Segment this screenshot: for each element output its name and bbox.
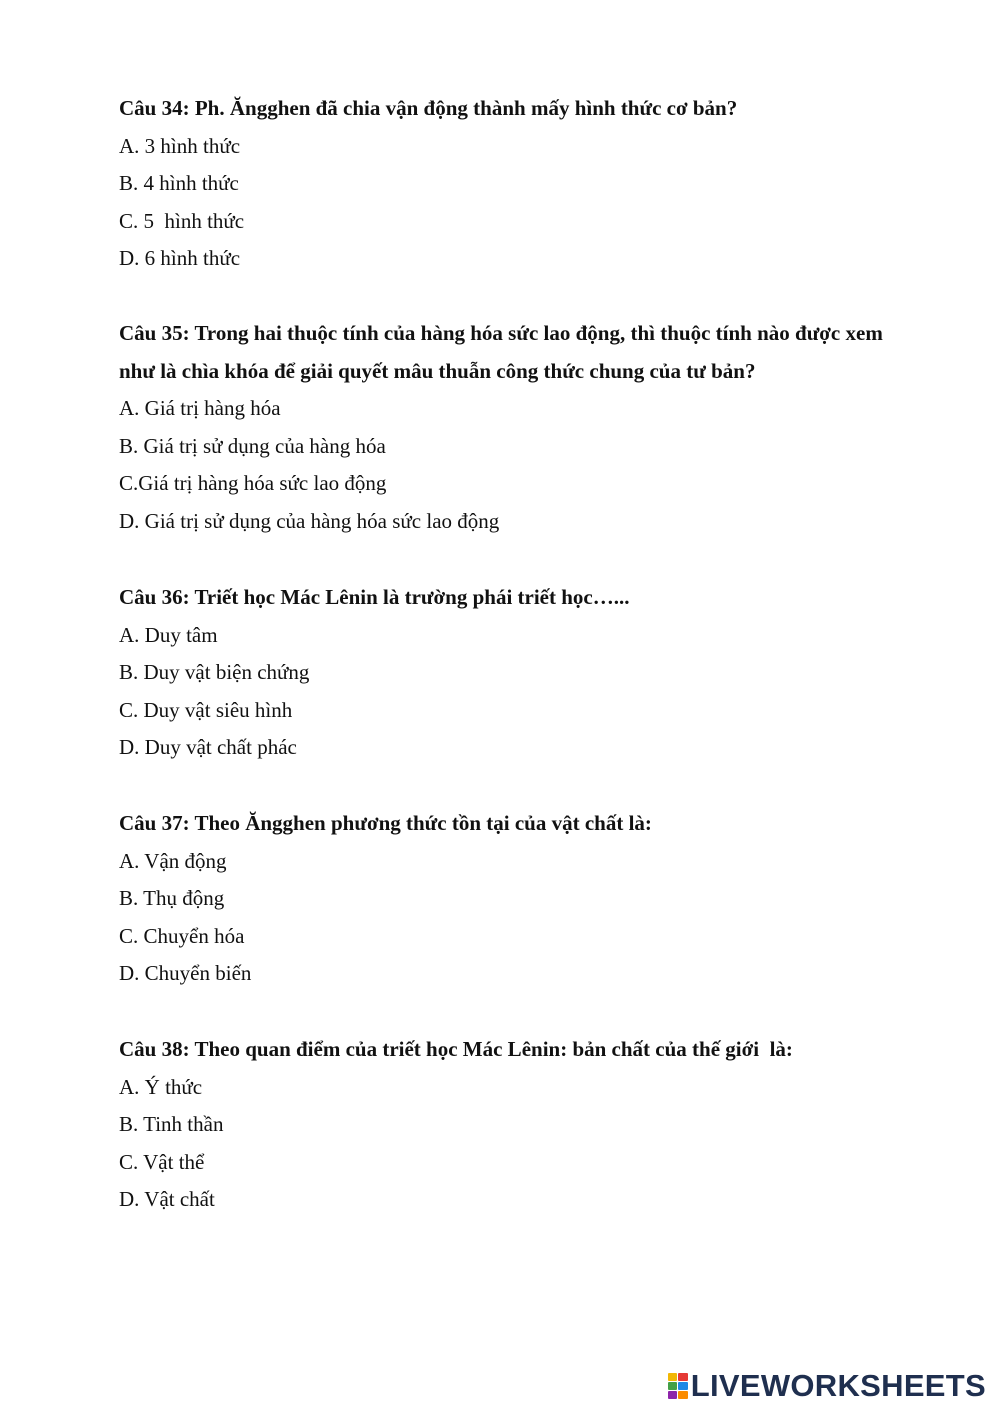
answer-option-c[interactable]: C. Vật thể — [119, 1149, 205, 1174]
logo-square — [678, 1382, 688, 1390]
answer-option-b[interactable]: B. Thụ động — [119, 886, 225, 910]
answer-option-b[interactable]: B. Giá trị sử dụng của hàng hóa — [119, 433, 386, 458]
question-34 — [119, 90, 919, 278]
question-38 — [119, 1031, 919, 1219]
logo-text: LIVEWORKSHEETS — [690, 1368, 986, 1403]
question-35 — [119, 315, 919, 540]
answer-option-a[interactable]: A. Giá trị hàng hóa — [119, 396, 281, 420]
answer-option-c[interactable]: C. Chuyển hóa — [119, 923, 245, 948]
question-title: Câu 38: Theo quan điểm của triết học Mác Lênin: bản chất của thế giới là: — [119, 1037, 793, 1061]
answer-option-a[interactable]: A. Vận động — [119, 848, 227, 873]
question-37 — [119, 805, 919, 993]
answer-option-a[interactable]: A. 3 hình thức — [119, 133, 241, 158]
answer-option-c[interactable]: C. 5 hình thức — [119, 208, 245, 233]
question-36 — [119, 579, 919, 767]
answer-option-d[interactable]: D. Giá trị sử dụng của hàng hóa sức lao động — [119, 508, 500, 533]
answer-option-b[interactable]: B. 4 hình thức — [119, 171, 239, 195]
question-title: Câu 36: Triết học Mác Lênin là trường phái triết học…... — [119, 585, 630, 609]
answer-option-d[interactable]: D. Duy vật chất phác — [119, 735, 297, 759]
answer-option-d[interactable]: D. 6 hình thức — [119, 246, 241, 270]
logo-square — [668, 1391, 678, 1399]
liveworksheets-logo-icon — [668, 1373, 688, 1399]
liveworksheets-logo[interactable] — [668, 1368, 986, 1404]
question-title: Câu 37: Theo Ăngghen phương thức tồn tại của vật chất là: — [119, 811, 652, 835]
answer-option-d[interactable]: D. Vật chất — [119, 1187, 215, 1211]
logo-square — [678, 1373, 688, 1381]
answer-option-a[interactable]: A. Duy tâm — [119, 622, 218, 647]
question-title: Câu 34: Ph. Ăngghen đã chia vận động thành mấy hình thức cơ bản? — [119, 96, 738, 120]
logo-square — [668, 1382, 678, 1390]
logo-square — [668, 1373, 678, 1381]
answer-option-d[interactable]: D. Chuyển biến — [119, 961, 252, 985]
answer-option-a[interactable]: A. Ý thức — [119, 1074, 203, 1099]
answer-option-c[interactable]: C.Giá trị hàng hóa sức lao động — [119, 471, 387, 495]
logo-square — [678, 1391, 688, 1399]
answer-option-c[interactable]: C. Duy vật siêu hình — [119, 697, 293, 722]
answer-option-b[interactable]: B. Duy vật biện chứng — [119, 660, 310, 684]
answer-option-b[interactable]: B. Tinh thần — [119, 1112, 224, 1136]
question-title: Câu 35: Trong hai thuộc tính của hàng hóa sức lao động, thì thuộc tính nào được xem như là chìa khóa để giải quyết mâu thuẫn công thức chung của tư bản? — [119, 321, 889, 383]
